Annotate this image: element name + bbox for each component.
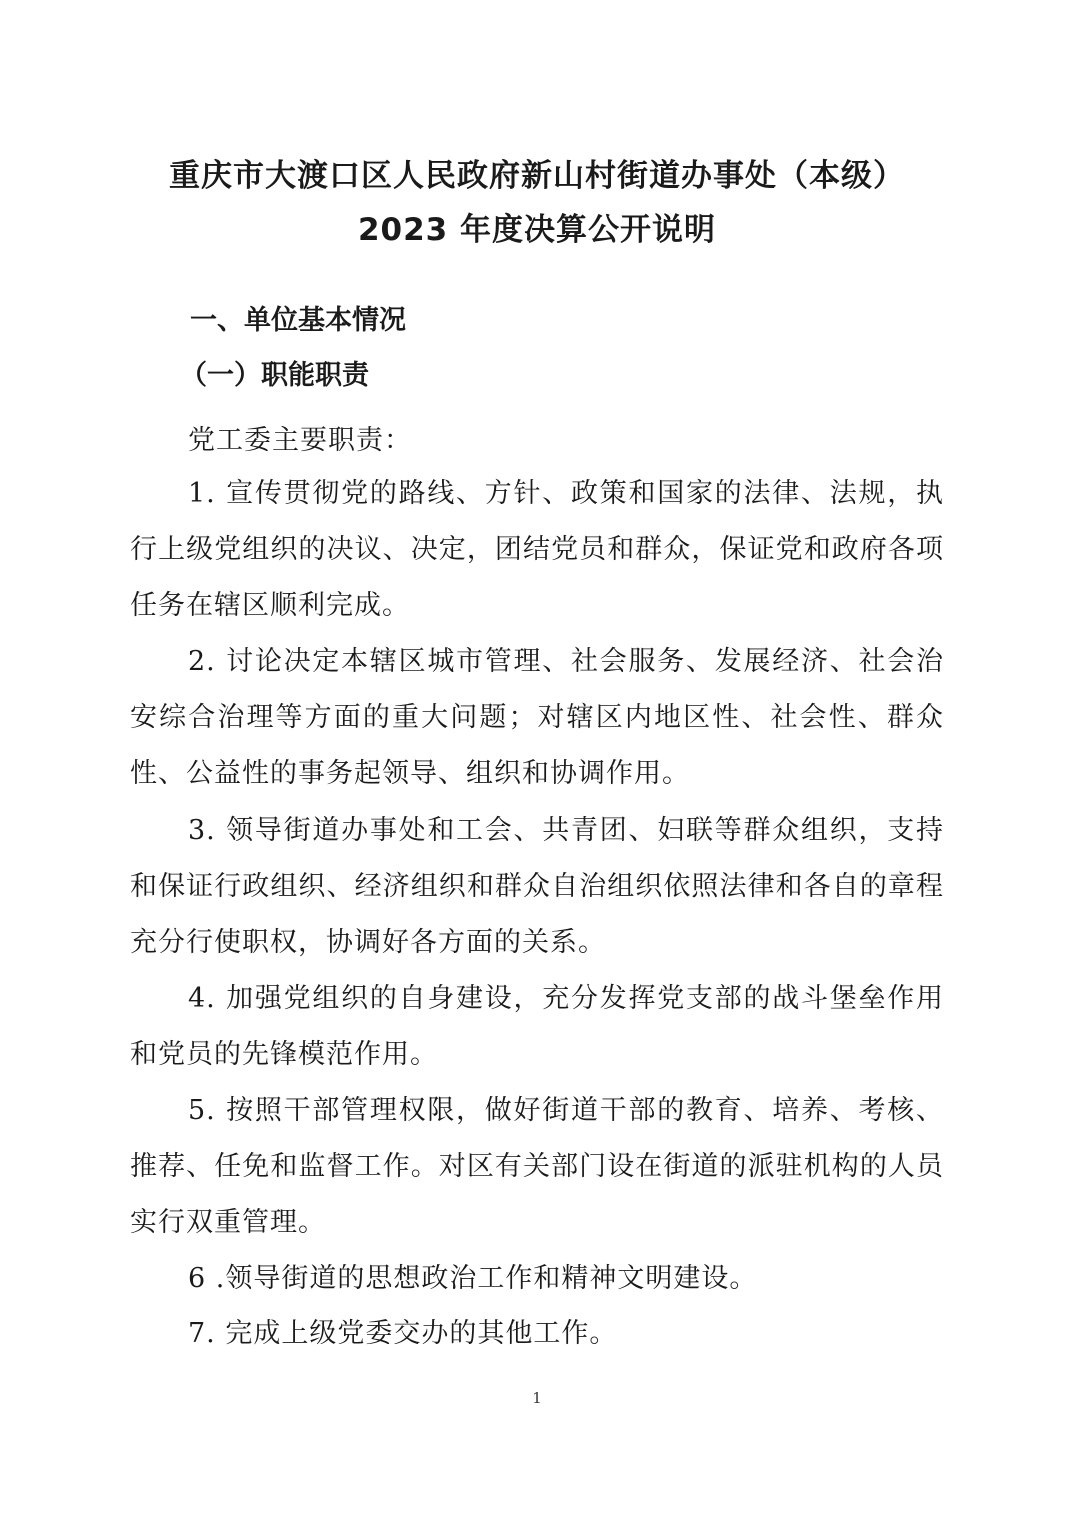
subsection-heading: （一）职能职责 [180,360,369,391]
document-title-line-2: 2023 年度决算公开说明 [357,212,717,248]
document-title-line-1: 重庆市大渡口区人民政府新山村街道办事处（本级） [169,158,905,194]
duty-item-2: 2. 讨论决定本辖区城市管理、社会服务、发展经济、社会治安综合治理等方面的重大问题；对辖区内地区性、社会性、群众性、公益性的事务起领导、组织和协调作用。 [130,646,944,789]
duty-item-4: 4. 加强党组织的自身建设，充分发挥党支部的战斗堡垒作用和党员的先锋模范作用。 [130,983,944,1070]
page-number: 1 [532,1389,542,1407]
intro-paragraph: 党工委主要职责： [188,425,412,456]
duty-item-1: 1. 宣传贯彻党的路线、方针、政策和国家的法律、法规，执行上级党组织的决议、决定，团结党员和群众，保证党和政府各项任务在辖区顺利完成。 [130,478,944,621]
duty-item-5: 5. 按照干部管理权限，做好街道干部的教育、培养、考核、推荐、任免和监督工作。对区有关部门设在街道的派驻机构的人员实行双重管理。 [130,1095,944,1238]
duty-item-3: 3. 领导街道办事处和工会、共青团、妇联等群众组织，支持和保证行政组织、经济组织和群众自治组织依照法律和各自的章程充分行使职权，协调好各方面的关系。 [130,815,944,958]
section-heading: 一、单位基本情况 [190,305,406,336]
duty-item-6: 6 .领导街道的思想政治工作和精神文明建设。 [188,1263,758,1294]
duty-item-7: 7. 完成上级党委交办的其他工作。 [188,1318,618,1349]
